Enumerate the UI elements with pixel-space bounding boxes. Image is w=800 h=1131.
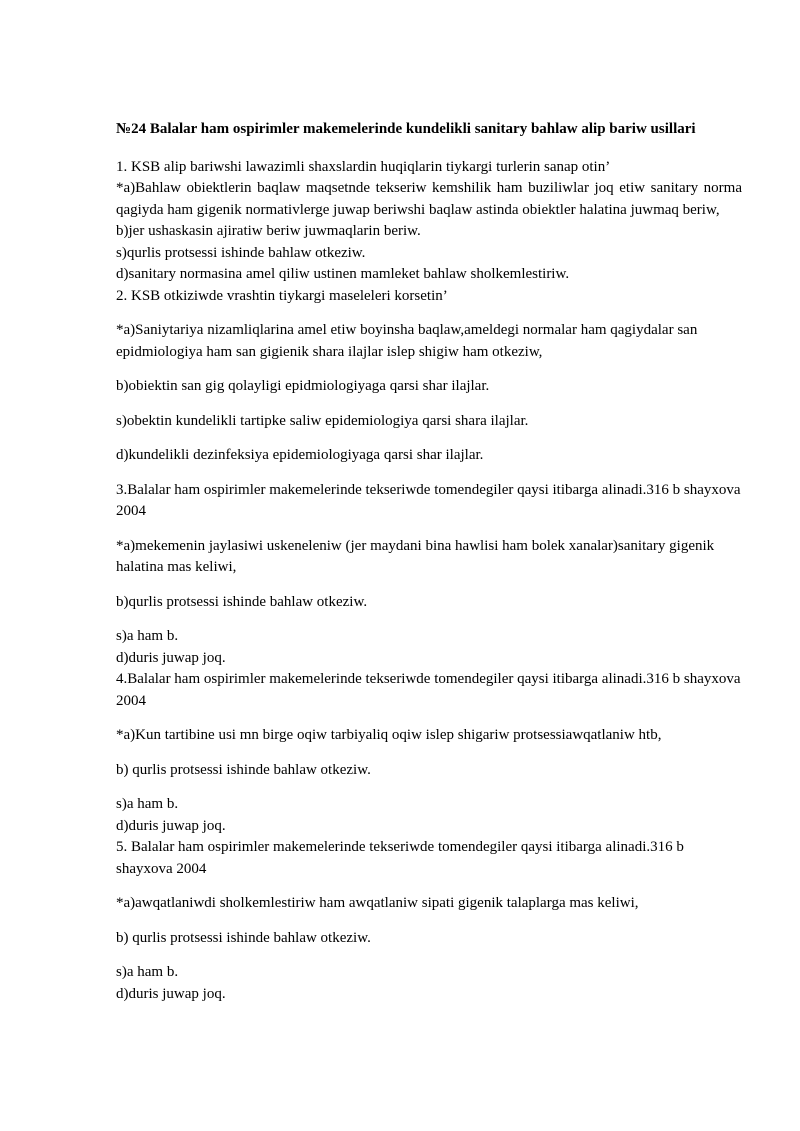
question-2-option-b: b)obiektin san gig qolayligi epidmiologiyaga qarsi shar ilajlar. xyxy=(116,378,490,394)
question-2-option-c: s)obektin kundelikli tartipke saliw epidemiologiya qarsi shara ilajlar. xyxy=(116,412,529,429)
question-5-option-d: d)duris juwap joq. xyxy=(116,985,226,1002)
question-4-option-b: b) qurlis protsessi ishinde bahlaw otkeziw. xyxy=(116,761,371,778)
question-1-option-b: b)jer ushaskasin ajiratiw beriw juwmaqlarin beriw. xyxy=(116,223,421,239)
question-5: 5. Balalar ham ospirimler makemelerinde tekseriwde tomendegiler qaysi itibarga alinadi.316 b shayxova 2004 xyxy=(116,839,684,877)
question-4: 4.Balalar ham ospirimler makemelerinde tekseriwde tomendegiler qaysi itibarga alinadi.316 b shayxova 2004 xyxy=(116,671,741,709)
question-5-option-b: b) qurlis protsessi ishinde bahlaw otkeziw. xyxy=(116,929,371,946)
question-3: 3.Balalar ham ospirimler makemelerinde tekseriwde tomendegiler qaysi itibarga alinadi.316 b shayxova 2004 xyxy=(116,481,741,519)
question-1-option-a: *a)Bahlaw obiektlerin baqlaw maqsetnde tekseriw kemshilik ham buziliwlar joq etiw sanitary norma qagiyda ham gigenik normativlerge juwap beriwshi baqlaw astinda obiektler halatina juwmaq beriw, xyxy=(116,180,742,218)
document-title: №24 Balalar ham ospirimler makemelerinde kundelikli sanitary bahlaw alip bariw usillari xyxy=(116,121,696,137)
question-4-option-a: *a)Kun tartibine usi mn birge oqiw tarbiyaliq oqiw islep shigariw protsessiawqatlaniw htb, xyxy=(116,727,662,743)
question-1-option-d: d)sanitary normasina amel qiliw ustinen mamleket bahlaw sholkemlestiriw. xyxy=(116,266,570,282)
question-3-option-b: b)qurlis protsessi ishinde bahlaw otkeziw. xyxy=(116,593,368,610)
question-2-option-d: d)kundelikli dezinfeksiya epidemiologiyaga qarsi shar ilajlar. xyxy=(116,447,484,463)
question-5-option-c: s)a ham b. xyxy=(116,964,179,980)
question-2: 2. KSB otkiziwde vrashtin tiykargi maseleleri korsetin’ xyxy=(116,287,448,304)
question-2-option-a: *a)Saniytariya nizamliqlarina amel etiw boyinsha baqlaw,ameldegi normalar ham qagiydalar san epidmiologiya ham san gigienik shara ilajlar islep shigiw ham otkeziw, xyxy=(116,322,698,360)
question-4-option-c: s)a ham b. xyxy=(116,796,179,812)
question-3-option-c: s)a ham b. xyxy=(116,628,179,644)
question-1: 1. KSB alip bariwshi lawazimli shaxslardin huqiqlarin tiykargi turlerin sanap otin’ xyxy=(116,158,611,175)
question-3-option-a: *a)mekemenin jaylasiwi uskeneleniw (jer maydani bina hawlisi ham bolek xanalar)sanitary gigenik halatina mas keliwi, xyxy=(116,537,715,575)
question-5-option-a: *a)awqatlaniwdi sholkemlestiriw ham awqatlaniw sipati gigenik talaplarga mas keliwi, xyxy=(116,895,639,911)
document-page xyxy=(116,119,742,1005)
question-4-option-d: d)duris juwap joq. xyxy=(116,817,226,834)
question-3-option-d: d)duris juwap joq. xyxy=(116,649,226,666)
question-1-option-c: s)qurlis protsessi ishinde bahlaw otkeziw. xyxy=(116,244,366,261)
